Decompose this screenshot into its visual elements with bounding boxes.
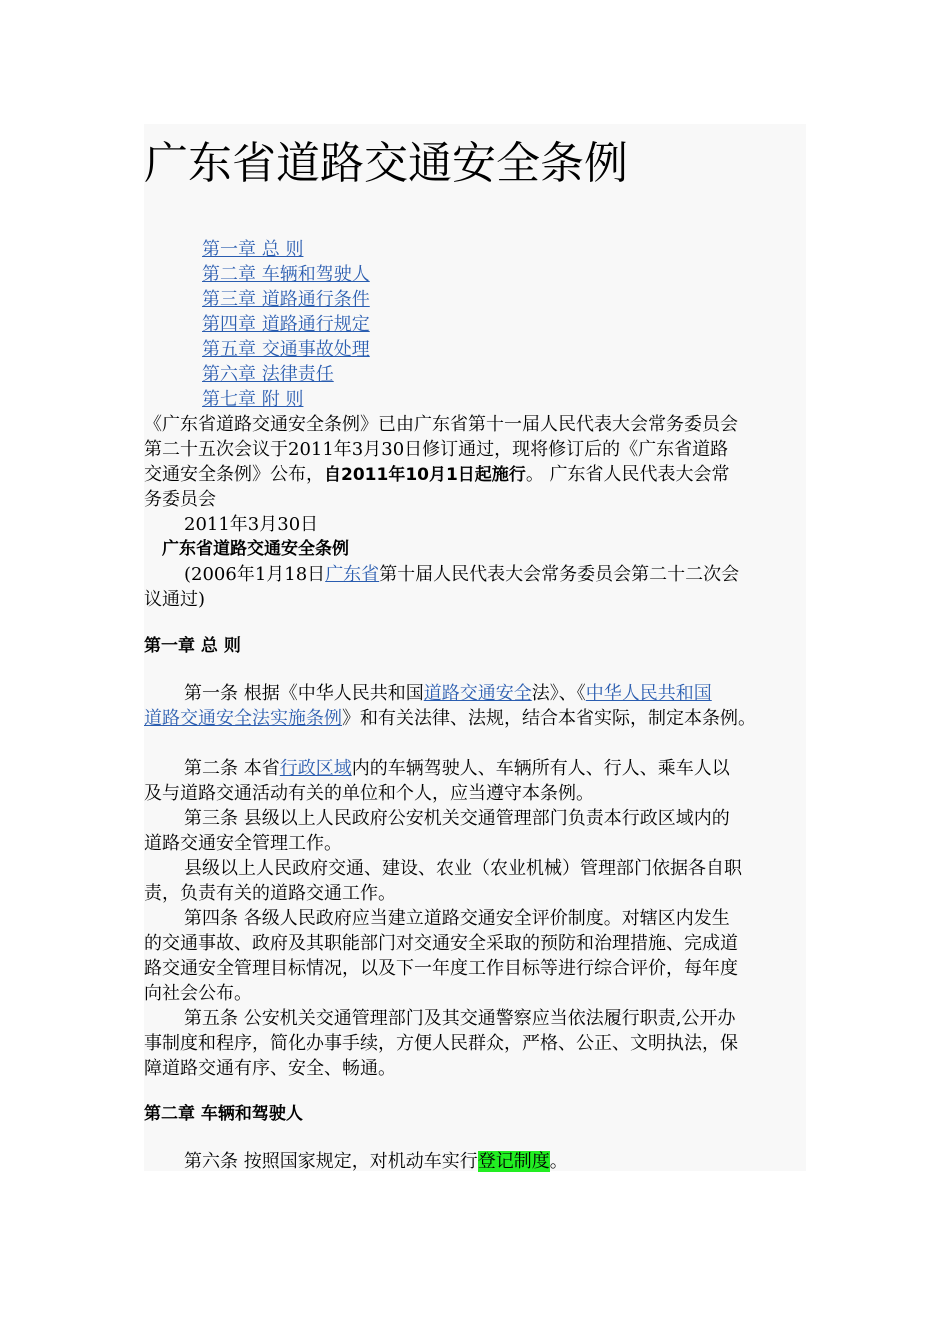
toc-link-ch2[interactable]: 第二章 车辆和驾驶人 xyxy=(202,264,370,285)
article-6 xyxy=(184,1149,806,1174)
table-of-contents xyxy=(202,237,370,412)
toc-link-ch1[interactable]: 第一章 总 则 xyxy=(202,239,304,260)
announcement-line xyxy=(144,462,806,488)
article-3-cont: 道路交通安全管理工作。 xyxy=(144,833,342,854)
article-3: 第三条 县级以上人民政府公安机关交通管理部门负责本行政区域内的 xyxy=(184,808,730,829)
link-prc[interactable]: 中华人民共和国 xyxy=(585,683,712,704)
article-text: 第六条 按照国家规定，对机动车实行 xyxy=(184,1151,478,1172)
link-road-traffic-safety[interactable]: 道路交通安全 xyxy=(423,683,532,704)
toc-item xyxy=(202,287,370,312)
article-4-cont: 路交通安全管理目标情况，以及下一年度工作目标等进行综合评价，每年度 xyxy=(144,958,738,979)
article-text: 。 xyxy=(549,1151,568,1172)
announcement-text: 交通安全条例》公布， xyxy=(144,464,324,485)
passed-note xyxy=(184,562,806,587)
chapter-heading-2: 第二章 车辆和驾驶人 xyxy=(144,1104,303,1124)
link-administrative-region[interactable]: 行政区域 xyxy=(279,758,352,779)
announcement-date: 2011年3月30日 xyxy=(184,514,319,535)
article-3-para: 县级以上人民政府交通、建设、农业（农业机械）管理部门依据各自职 xyxy=(184,858,742,879)
article-5: 第五条 公安机关交通管理部门及其交通警察应当依法履行职责,公开办 xyxy=(184,1008,736,1029)
article-4-cont: 的交通事故、政府及其职能部门对交通安全采取的预防和治理措施、完成道 xyxy=(144,933,738,954)
article-5-cont: 事制度和程序，简化办事手续，方便人民群众，严格、公正、文明执法，保 xyxy=(144,1033,738,1054)
article-4-cont: 向社会公布。 xyxy=(144,983,252,1004)
passed-text: (2006年1月18日 xyxy=(184,564,326,585)
article-text: 第二条 本省 xyxy=(184,758,280,779)
toc-link-ch3[interactable]: 第三章 道路通行条件 xyxy=(202,289,370,310)
document-title: 广东省道路交通安全条例 xyxy=(144,138,628,189)
article-2-cont: 及与道路交通活动有关的单位和个人，应当遵守本条例。 xyxy=(144,783,594,804)
article-text: 法》、《 xyxy=(531,683,586,704)
regulation-subtitle: 广东省道路交通安全条例 xyxy=(162,539,349,559)
toc-item xyxy=(202,237,370,262)
article-text: 第一条 根据《中华人民共和国 xyxy=(184,683,424,704)
toc-item xyxy=(202,337,370,362)
toc-item xyxy=(202,362,370,387)
effective-date: 自2011年10月1日起施行 xyxy=(324,465,526,485)
toc-item xyxy=(202,387,370,412)
toc-link-ch4[interactable]: 第四章 道路通行规定 xyxy=(202,314,370,335)
toc-link-ch6[interactable]: 第六章 法律责任 xyxy=(202,364,334,385)
toc-item xyxy=(202,312,370,337)
article-2 xyxy=(184,756,806,781)
article-1 xyxy=(184,681,806,706)
article-5-cont: 障道路交通有序、安全、畅通。 xyxy=(144,1058,396,1079)
announcement-line: 《广东省道路交通安全条例》已由广东省第十一届人民代表大会常务委员会 xyxy=(144,414,738,435)
announcement-line: 务委员会 xyxy=(144,489,216,510)
passed-note-cont: 议通过) xyxy=(144,589,206,610)
toc-item xyxy=(202,262,370,287)
link-implementation-regulation[interactable]: 道路交通安全法实施条例 xyxy=(144,708,342,729)
passed-text: 第十届人民代表大会常务委员会第二十二次会 xyxy=(379,564,740,585)
article-1-cont xyxy=(144,706,806,731)
link-guangdong[interactable]: 广东省 xyxy=(325,564,380,585)
toc-link-ch7[interactable]: 第七章 附 则 xyxy=(202,389,304,410)
chapter-heading-1: 第一章 总 则 xyxy=(144,636,241,656)
article-3-cont: 责，负责有关的道路交通工作。 xyxy=(144,883,396,904)
announcement-line: 第二十五次会议于2011年3月30日修订通过，现将修订后的《广东省道路 xyxy=(144,439,729,460)
article-4: 第四条 各级人民政府应当建立道路交通安全评价制度。对辖区内发生 xyxy=(184,908,730,929)
toc-link-ch5[interactable]: 第五章 交通事故处理 xyxy=(202,339,370,360)
highlighted-term: 登记制度 xyxy=(477,1151,550,1172)
article-text: 》和有关法律、法规，结合本省实际，制定本条例。 xyxy=(342,708,756,729)
article-text: 内的车辆驾驶人、车辆所有人、行人、乘车人以 xyxy=(351,758,730,779)
announcement-text: 。 广东省人民代表大会常 xyxy=(525,464,730,485)
